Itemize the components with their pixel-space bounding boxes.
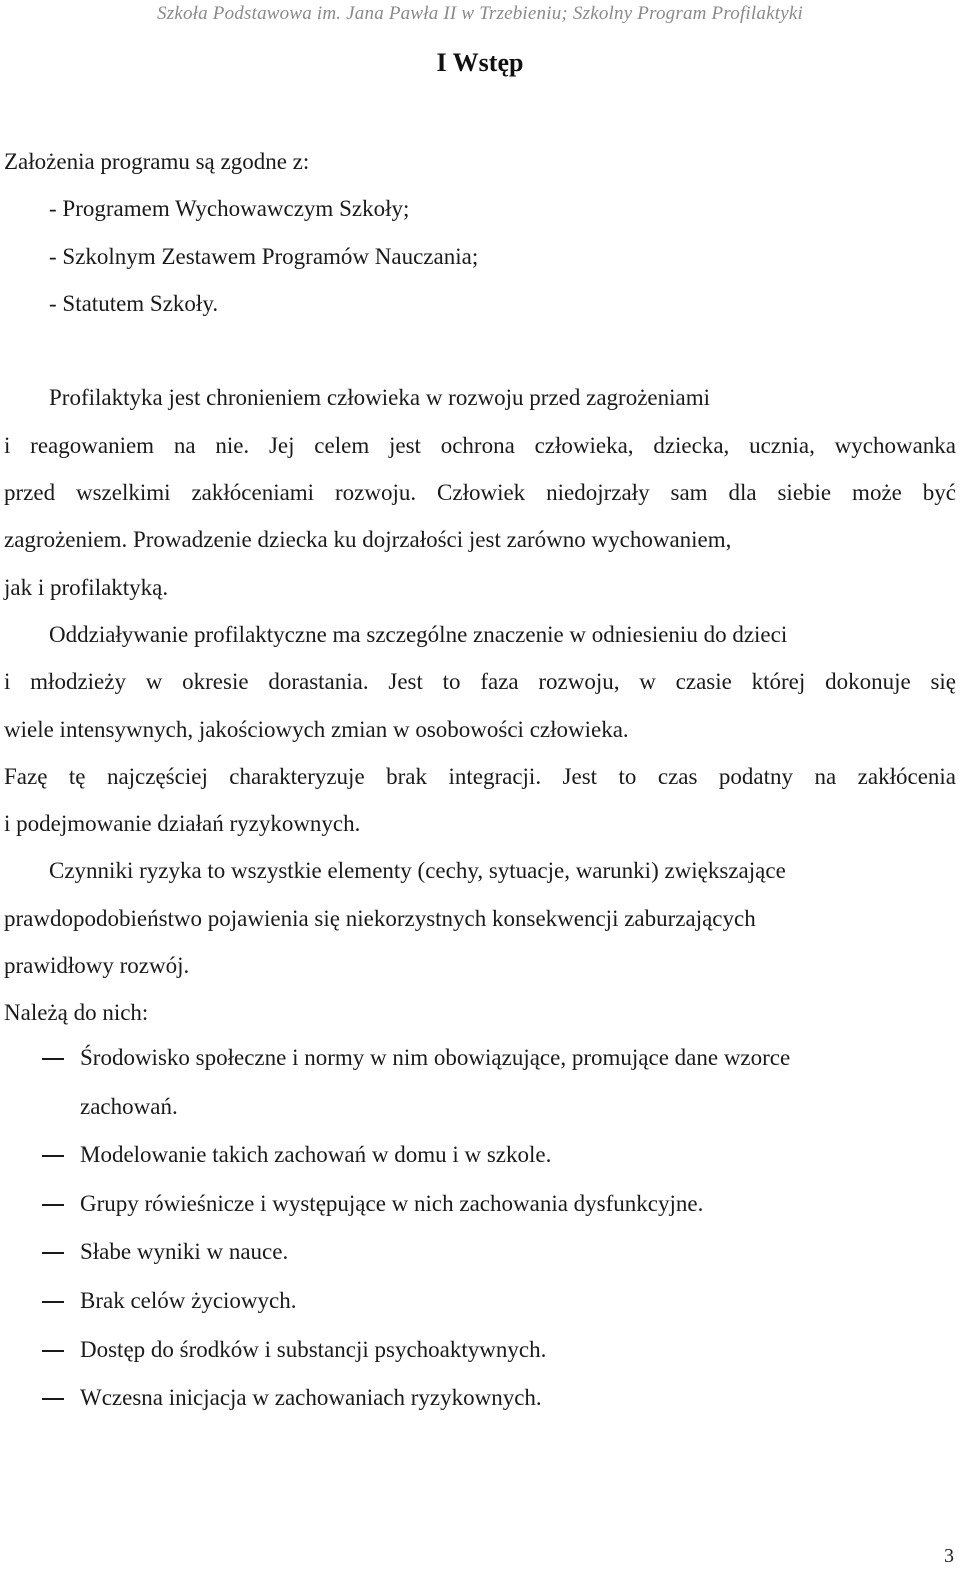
assumptions-intro: Założenia programu są zgodne z: xyxy=(4,149,310,174)
paragraph1-line: zagrożeniem. Prowadzenie dziecka ku dojrzałości jest zarówno wychowaniem, xyxy=(4,527,732,553)
assumption-item: - Statutem Szkoły. xyxy=(49,290,219,316)
running-header: Szkoła Podstawowa im. Jana Pawła II w Trzebieniu; Szkolny Program Profilaktyki xyxy=(157,3,803,24)
risk-factor-text: Wczesna inicjacja w zachowaniach ryzykownych. xyxy=(80,1385,542,1411)
dash-bullet-icon xyxy=(42,1204,64,1206)
dash-bullet-icon xyxy=(42,1301,64,1303)
assumption-item: - Programem Wychowawczym Szkoły; xyxy=(49,196,410,222)
dash-bullet-icon xyxy=(42,1252,64,1254)
risk-factor-item xyxy=(4,1374,956,1423)
risk-factor-item xyxy=(4,1131,956,1180)
blank-line xyxy=(4,327,956,374)
risk-factor-item xyxy=(4,1326,956,1375)
paragraph1-line: Profilaktyka jest chronieniem człowieka w rozwoju przed zagrożeniami xyxy=(49,385,710,411)
risk-factor-text: Środowisko społeczne i normy w nim obowiązujące, promujące dane wzorce xyxy=(80,1045,791,1070)
paragraph1-line: i reagowaniem na nie. Jej celem jest ochrona człowieka, dziecka, ucznia, wychowanka xyxy=(4,432,956,458)
dash-bullet-icon xyxy=(42,1155,64,1157)
risk-factor-item xyxy=(4,1277,956,1326)
paragraph3-line: prawidłowy rozwój. xyxy=(4,953,190,979)
paragraph1-line: przed wszelkimi zakłóceniami rozwoju. Człowiek niedojrzały sam dla siebie może być xyxy=(4,480,956,506)
paragraph1-line: jak i profilaktyką. xyxy=(4,574,169,600)
risk-factor-item xyxy=(4,1228,956,1277)
page-number: 3 xyxy=(944,1545,954,1567)
risk-factor-item xyxy=(4,1034,956,1131)
risk-factor-text: Brak celów życiowych. xyxy=(80,1287,297,1313)
risk-factor-list xyxy=(4,1034,956,1423)
paragraph2-line: Oddziaływanie profilaktyczne ma szczególne znaczenie w odniesieniu do dzieci xyxy=(49,621,788,647)
risk-factor-text: Modelowanie takich zachowań w domu i w szkole. xyxy=(80,1142,552,1168)
dash-bullet-icon xyxy=(42,1398,64,1400)
risk-factor-text: Słabe wyniki w nauce. xyxy=(80,1239,289,1265)
section-title: I Wstęp xyxy=(436,48,524,77)
assumption-item: - Szkolnym Zestawem Programów Nauczania; xyxy=(49,243,479,269)
paragraph3-line: Czynniki ryzyka to wszystkie elementy (cechy, sytuacje, warunki) zwiększające xyxy=(49,858,786,884)
paragraph3-line: prawdopodobieństwo pojawienia się niekorzystnych konsekwencji zaburzających xyxy=(4,905,756,931)
risk-factor-item xyxy=(4,1180,956,1229)
risk-factor-text-continued: zachowań. xyxy=(80,1093,178,1119)
dash-bullet-icon xyxy=(42,1350,64,1352)
dash-bullet-icon xyxy=(42,1058,64,1060)
body-text xyxy=(4,138,956,1037)
risk-factor-text: Dostęp do środków i substancji psychoaktywnych. xyxy=(80,1336,547,1362)
risk-factor-text: Grupy rówieśnicze i występujące w nich zachowania dysfunkcyjne. xyxy=(80,1190,704,1216)
paragraph2-line: wiele intensywnych, jakościowych zmian w osobowości człowieka. xyxy=(4,716,629,742)
paragraph2-line: i podejmowanie działań ryzykownych. xyxy=(4,811,361,837)
paragraph2-line: i młodzieży w okresie dorastania. Jest to faza rozwoju, w czasie której dokonuje się xyxy=(4,669,956,695)
paragraph3-line: Należą do nich: xyxy=(4,1000,149,1026)
paragraph2-line: Fazę tę najczęściej charakteryzuje brak integracji. Jest to czas podatny na zakłócenia xyxy=(4,763,956,789)
